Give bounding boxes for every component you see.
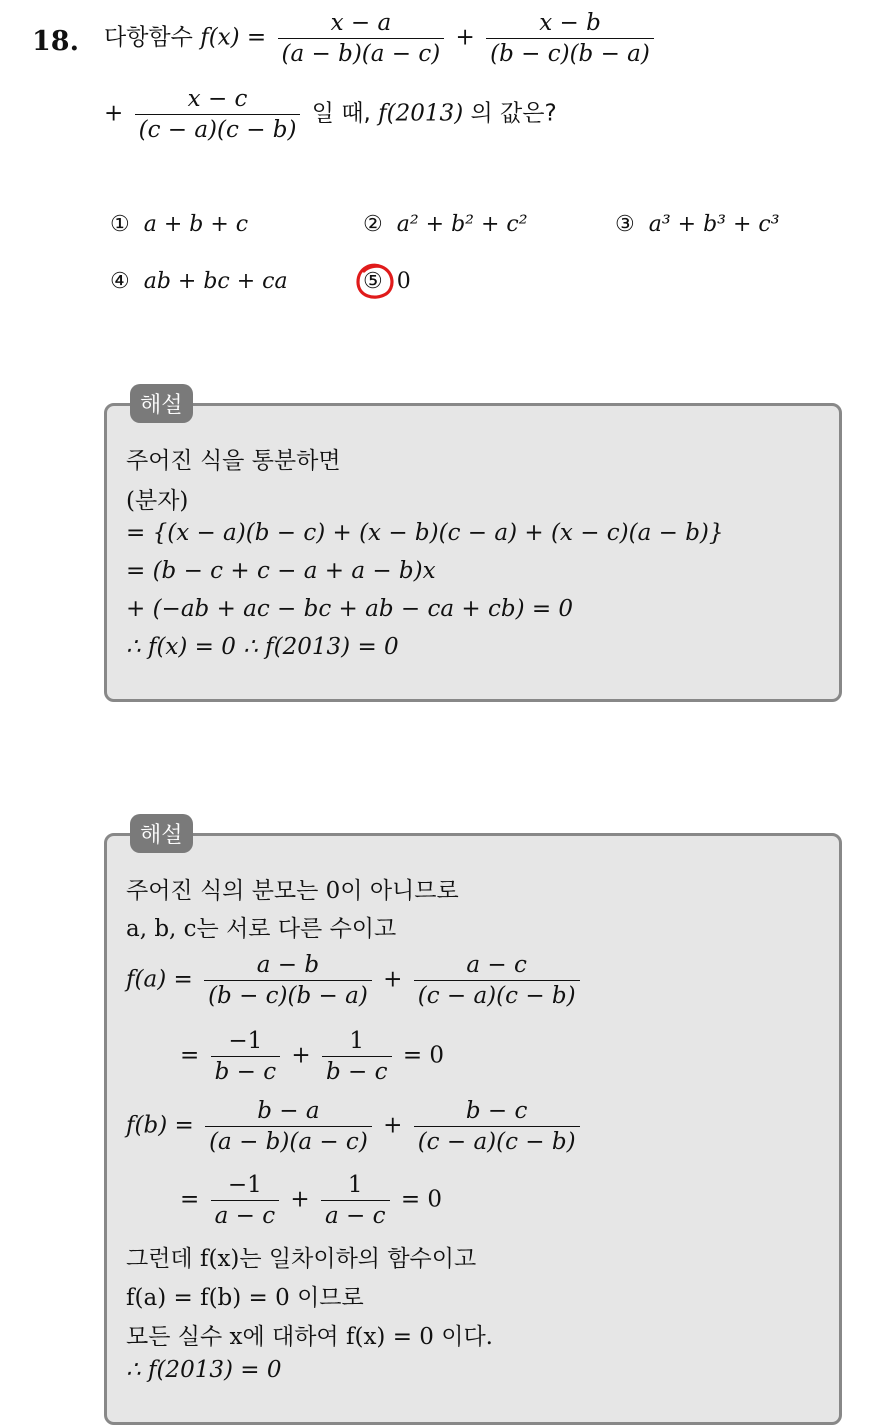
question-tail-2: 의 값은? <box>470 100 557 127</box>
question-line-1 <box>104 10 658 67</box>
choice-2[interactable]: ② a² + b² + c² <box>363 212 528 237</box>
solution-tag-2: 해설 <box>130 814 193 853</box>
fb-result: = $\frac{-1}{a - c}$ + $\frac{1}{a - c}$ = 0 <box>180 1172 443 1229</box>
question-tail-f: f(2013) <box>378 100 464 127</box>
fb-term-2: $\frac{b - c}{(c - a)(c - b)}$ <box>414 1098 580 1155</box>
question-tail-1: 일 때, <box>311 100 371 127</box>
solution1-line-1: 주어진 식을 통분하면 <box>126 448 341 474</box>
question-intro: 다항함수 <box>104 24 193 51</box>
solution1-line-3: = {(x − a)(b − c) + (x − b)(c − a) + (x − c)(a − b)} <box>126 520 724 546</box>
fa-result-term-1: $\frac{-1}{b - c}$ <box>211 1028 281 1085</box>
solution1-line-4: = (b − c + c − a + a − b)x <box>126 558 436 584</box>
fb-term-1: $\frac{b - a}{(a - b)(a - c)}$ <box>205 1098 372 1155</box>
fa-term-2: $\frac{a - c}{(c - a)(c - b)}$ <box>414 952 580 1009</box>
fraction-term-3: $\frac{x - c}{(c - a)(c - b)}$ <box>135 86 301 143</box>
solution-box-1 <box>104 403 842 702</box>
solution2-line-6: ∴ f(2013) = 0 <box>126 1357 282 1383</box>
solution1-line-2: (분자) <box>126 488 189 514</box>
choice-1[interactable]: ① a + b + c <box>110 212 249 237</box>
fb-result-term-1: $\frac{-1}{a - c}$ <box>211 1172 280 1229</box>
fb-result-term-2: $\frac{1}{a - c}$ <box>321 1172 390 1229</box>
fa-expression: f(a) = $\frac{a - b}{(b - c)(b - a)}$ + $\frac{a - c}{(c - a)(c - b)}$ <box>126 952 584 1009</box>
fa-result: = $\frac{-1}{b - c}$ + $\frac{1}{b - c}$ = 0 <box>180 1028 445 1085</box>
plus-sign: + <box>455 24 475 51</box>
fx-label: f(x) = <box>200 24 267 51</box>
selected-answer-circle <box>354 262 396 302</box>
choice-5[interactable]: ⑤ 0 <box>363 269 411 294</box>
solution2-line-2: a, b, c는 서로 다른 수이고 <box>126 916 397 942</box>
fraction-term-1: $\frac{x - a}{(a - b)(a - c)}$ <box>278 10 445 67</box>
choice-3[interactable]: ③ a³ + b³ + c³ <box>615 212 780 237</box>
solution2-line-5: 모든 실수 x에 대하여 f(x) = 0 이다. <box>126 1324 493 1350</box>
solution2-line-4: f(a) = f(b) = 0 이므로 <box>126 1285 364 1311</box>
solution-tag-1: 해설 <box>130 384 193 423</box>
fa-result-term-2: $\frac{1}{b - c}$ <box>322 1028 392 1085</box>
solution1-line-6: ∴ f(x) = 0 ∴ f(2013) = 0 <box>126 634 399 660</box>
question-number: 18. <box>32 26 79 57</box>
solution1-line-5: + (−ab + ac − bc + ab − ca + cb) = 0 <box>126 596 574 622</box>
solution2-line-3: 그런데 f(x)는 일차이하의 함수이고 <box>126 1246 477 1272</box>
question-line-2 <box>104 86 557 143</box>
plus-sign: + <box>104 100 124 127</box>
fa-term-1: $\frac{a - b}{(b - c)(b - a)}$ <box>204 952 372 1009</box>
solution2-line-1: 주어진 식의 분모는 0이 아니므로 <box>126 878 459 904</box>
choice-4[interactable]: ④ ab + bc + ca <box>110 269 288 294</box>
fraction-term-2: $\frac{x - b}{(b - c)(b - a)}$ <box>486 10 654 67</box>
solution-box-2 <box>104 833 842 1425</box>
fb-expression: f(b) = $\frac{b - a}{(a - b)(a - c)}$ + $\frac{b - c}{(c - a)(c - b)}$ <box>126 1098 584 1155</box>
